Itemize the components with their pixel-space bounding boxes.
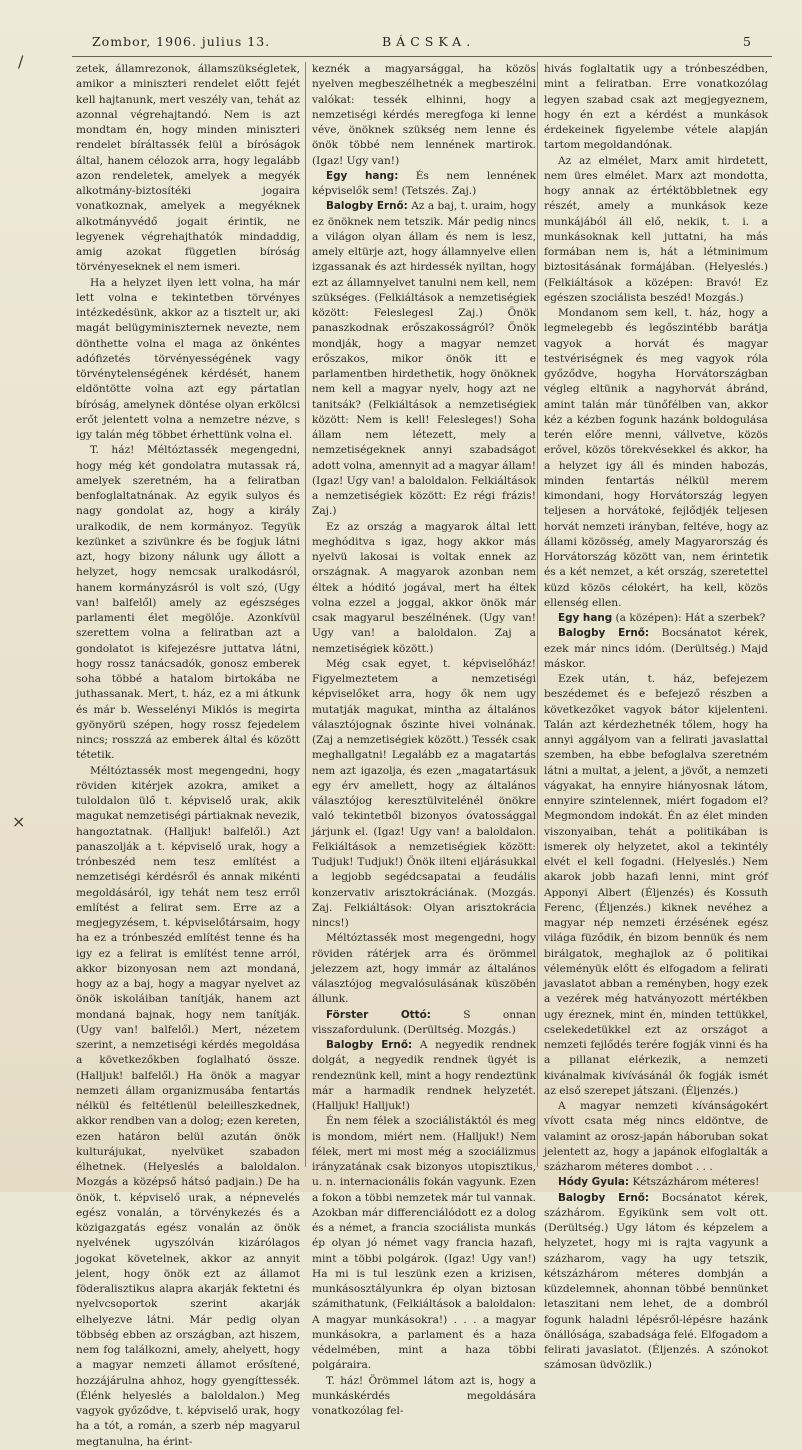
paragraph-text: Kétszázhárom méteres! — [629, 1176, 760, 1189]
paragraph-text: Méltóztassék most megengedni, hogy röviden kitérjek azokra, amiket a tuloldalon ülő t. képviselő urak, akik magukat nemzetiségi pártiaknak nevezik, hangoztatnak. (Halljuk! balfelől.) Azt panaszolják a t. képviselő urak, hogy a trónbeszéd nem tesz említést a nemzetiségi kérdésről és annak mikénti megoldásáról, igy tehát nem tesz erről említést a felirat sem. Erre az a megjegyzésem, t. képviselőtársaim, hogy ha ez a trónbeszéd említést tenne és ha igy ez a felirat is említést tenne arról, akkor bizonyosan nem azt mondaná, hogy az a baj, hogy a magyar nyelvet az önök iskoláiban tanítják, hanem azt mondaná bajnak, hogy nem tanítják. (Ugy van! balfelől.) Mert, nézetem szerint, a nemzetiségi kérdés megoldása a következőkben foglalható össze. (Halljuk! balfelől.) Ha önök a magyar nemzeti állam organizmusába fentartás nélkül és feltétlenül beleilleszkednek, akkor rendben van a dolog; ezen kereten, ezen határon belül azután önök kulturájukat, nyelvüket szabadon élhetnek. (Helyeslés a baloldalon. Mozgás a középső hátsó padjain.) De ha önök, t. képviselő urak, a népnevelés egész vonalán, a törvénykezés és a közigazgatás egész vonalán az önök nyelvének ugyszólván kizárólagos jogokat követelnek, akkor az annyit jelent, hogy önök ezt az államot föderalisztikus alapra akarják fektetni és nyelvcsoportok szerint akarják elhelyezve látni. Már pedig olyan többség ebben az országban, azt hiszem, nem fog találkozni, amely, ahelyett, hogy a magyar nemzeti államot erősítené, hozzájárulna ahhoz, hogy gyengíttessék. (Élénk helyeslés a baloldalon.) Meg vagyok győződve, t. képviselő urak, hogy ha a tót, a román, a szerb nép magyarul megtanulna, ha érint- — [76, 764, 301, 1448]
speaker-paragraph — [544, 611, 768, 626]
paragraph-text: Ha a helyzet ilyen lett volna, ha már lett volna e tekintetben törvényes intézkedésünk, akkor az a tisztelt ur, aki magát belügyminiszternek nevezte, nem dönthette volna el maga az önkéntes adófizetés törvényességének vagy törvénytelenségének kérdését, hanem eldöntötte volna azt egy pártatlan bíróság, amelynek döntése olyan erkölcsi erőt jelentett volna a nemzetre nézve, s igy talán még többet érhettünk volna el. — [76, 276, 300, 441]
text-column-3 — [544, 62, 768, 1372]
speaker-paragraph — [544, 1191, 768, 1374]
speaker-paragraph — [312, 199, 536, 519]
margin-mark: / — [18, 52, 24, 71]
speaker-paragraph — [312, 1008, 536, 1039]
paragraph-text: hivás foglaltatik ugy a trónbeszédben, mint a feliratban. Erre vonatkozólag legyen szabad csak azt megjegyeznem, hogy én ezt a kérdést a munkások érdekeinek figyelembe vétele alapján tartom megoldandónak. — [544, 63, 768, 152]
paragraph-text: Ez az ország a magyarok által lett meghóditva s igaz, hogy akkor más nyelvü lakosai is voltak ennek az országnak. A magyarok azonban nem éltek a hóditó jogával, mert ha éltek volna ezzel a joggal, akkor önök már csak magyarul beszélnének. (Ugy van! Ugy van! a baloldalon. Zaj a nemzetiségiek között.) — [312, 520, 536, 655]
speaker-name: Balogby Ernő: — [558, 1191, 650, 1204]
paragraph-text: Bocsánatot kérek, ezek már nincs idóm. (Derültség.) Majd máskor. — [544, 627, 768, 670]
paragraph — [76, 443, 300, 763]
speaker-name: Egy hang — [558, 612, 613, 624]
paragraph-text: T. ház! Örömmel látom azt is, hogy a munkáskérdés megoldására vonatkozólag fel- — [312, 1374, 536, 1417]
speaker-name: Egy hang: — [326, 169, 399, 182]
paragraph — [312, 657, 536, 932]
paragraph-text: (a középen): Hát a szerbek? — [612, 612, 766, 624]
paragraph — [76, 764, 300, 1450]
paragraph-text: Méltóztassék most megengedni, hogy röviden rátérjek arra és örömmel jelezzem azt, hogy immár az általános választójog megvalósulásának küszöbén állunk. — [312, 932, 536, 1006]
column-divider — [537, 62, 538, 1167]
paragraph — [312, 1374, 536, 1420]
speaker-name: Förster Ottó: — [326, 1008, 431, 1021]
paragraph-continued — [76, 62, 300, 276]
paragraph-text: Az az elmélet, Marx amit hirdetett, nem üres elmélet. Marx azt mondotta, hogy annak az értéktöbbletnek egy részét, amely a munkások keze munkájából áll elő, nekik, t. i. a munkásoknak kell juttatni, ha más formában nem is, hát a létminimum biztositásának formájában. (Helyeslés.) (Felkiáltások a középen: Bravó! Ez egészen szociálista beszéd! Mozgás.) — [544, 154, 768, 304]
paragraph-text: T. ház! Méltóztassék megengedni, hogy még két gondolatra mutassak rá, amelyek szeretném, ha a feliratban benfoglaltatnának. Az egyik sulyos és nagy gondolat az, hogy a király uralkodik, de nem kormányoz. Tegyük kezünket a szivünkre és be fogjuk látni azt, hogy bizony nálunk ugy állott a helyzet, hogy nemcsak uralkodásról, hanem kormányzásról is volt szó, (Ugy van! balfelől) amely az egészséges parlamenti élet megölője. Azonkívül szerettem volna a feliratban azt a gondolatot is kifejezésre juttatva látni, hogy rossz tanácsadók, gonosz emberek soha többé a hatalom birtokába ne juthassanak. Mert, t. ház, ez a mi átkunk és már b. Wesselényi Miklós is megirta gyönyörü szépen, hogy rossz fejedelem nincs; rosszzá az emberek által és között tétetik. — [76, 444, 300, 762]
paragraph-text: Ezek után, t. ház, befejezem beszédemet és e befejező részben a következőket vagyok bátor kijelenteni. Talán azt kérdezhetnék tőlem, hogy ha annyi aggályom van a felirati javaslattal szemben, ha ebbe befoglalva szeretném látni a multat, a jelent, a jövőt, a nemzeti vágyakat, ha ennyire hiányosnak látom, ennyire szintelennek, miért fogadom el? Megmondom indokát. Én az élet minden viszonyaiban, tehát a politikában is ismerek oly helyzetet, akol a tekintély elvét el kell fogadni. (Helyeslés.) Nem akarok jobb hazafi lenni, mint gróf Apponyi Albert (Éljenzés) és Kossuth Ferenc, (Éljenzés.) kiknek nevéhez a magyar nép nemzeti érzésének egész világa füződik, én bizom bennük és nem birálgatok, meghajlok az ő politikai véleményük előtt és elfogadom a felirati javaslatot abban a reményben, hogy ezek a vezérek még hatványozott mértékben ugy éreznek, mint én, minden tettükkel, cselekedetükkel ezt az országot a nemzeti fejlődés terére fogják vinni és ha a pillanat elérkezik, a nemzeti kivánalmak kivívásánál ők fogják ismét az első szerepet játszani. (Éljenzés.) — [544, 673, 768, 1097]
paragraph — [312, 520, 536, 657]
paragraph-continued — [544, 62, 768, 154]
paragraph-text: A negyedik rendnek dolgát, a negyedik rendnek ügyét is rendeznünk kell, mint a hogy rendeztünk már a harmadik rendnek helyzetét. (Halljuk! Halljuk!) — [312, 1039, 537, 1112]
paragraph-text: Bocsánatot kérek, százhárom. Egyikünk sem volt ott. (Derültség.) Ugy látom és képzelem a helyzetet, hogy mi is rajta vagyunk a százharom, vagy ha ugy tetszik, kétszázhárom méteres dombján a küzdelemnek, ahonnan többé bennünket letaszitani nem lehet, de a dombról fogunk haladni lépésről-lépésre hazánk önállósága, szabadsága felé. Elfogadom a felirati javaslatot. (Éljenzés. A szónokot számosan üdvözlik.) — [544, 1191, 768, 1372]
page-number: 5 — [743, 34, 752, 49]
paragraph — [312, 931, 536, 1007]
paragraph — [544, 154, 768, 307]
speaker-paragraph — [544, 1175, 768, 1190]
margin-mark: × — [12, 812, 26, 831]
paragraph-text: És nem lennének képviselők sem! (Tetszés. Zaj.) — [312, 169, 536, 197]
column-divider — [305, 62, 306, 1167]
paragraph-continued — [312, 62, 536, 169]
paragraph — [544, 306, 768, 611]
text-column-1 — [76, 62, 301, 1448]
speaker-name: Balogby Ernő: — [326, 1039, 413, 1051]
speaker-paragraph — [312, 1038, 536, 1114]
paragraph-text: zetek, államrezonok, államszükségletek, amikor a miniszteri rendelet előtt fejét kell hajtanunk, mert veszély van, tehát az azonnal végrehajtandó. Nem is azt mondtam én, hogy minden miniszteri rendelet bíráltassék felül a bíróságok által, hanem célozok arra, hogy legalább azon rendeletek, amelyek a megyék alkotmány-biztosítéki jogaira vonatkoznak, amelyek a megyéknek alkotmányvédő jogait érintik, ne legyenek végrehajthatók mindaddig, amig azokat független bíróság törvényeseknek el nem ismeri. — [76, 63, 300, 274]
header-title: BÁCSKA. — [382, 34, 476, 49]
paragraph — [76, 276, 300, 444]
paragraph — [312, 1114, 536, 1373]
speaker-paragraph — [544, 626, 768, 672]
paragraph-text: keznék a magyarsággal, ha közös nyelven megbeszélhetnék a megbeszélni valókat: tessék elhinni, hogy a nemzetiségi kérdés meregfoga ki lenne véve, önöknek szükség nem lenne és önök többé nem lennének martirok. (Igaz! Ugy van!) — [312, 63, 536, 167]
speaker-name: Balogby Ernő: — [558, 627, 650, 640]
paragraph-text: A magyar nemzeti kívánságokért vívott csata még nincs eldöntve, de valamint az orosz-japán háboruban sokat jelentett az, hogy a japánok elfoglalták a százharom méteres dombot . . . — [544, 1100, 768, 1173]
header-rule — [72, 56, 772, 57]
paragraph-text: S onnan visszafordulunk. (Derültség. Mozgás.) — [312, 1008, 536, 1036]
text-column-2 — [312, 62, 537, 1417]
speaker-name: Balogby Ernő: — [326, 200, 408, 213]
paragraph — [544, 1099, 768, 1175]
paragraph-text: Én nem félek a szociálistáktól és meg is mondom, miért nem. (Halljuk!) Nem félek, mert mi most még a szociálizmus irányzatának csak bizonyos utopisztikus, u. n. internacionális fokán vagyunk. Ezen a fokon a többi nemzetek már tul vannak. Azokban már differenciálódott ez a dolog és a német, a francia szociálista munkás ép olyan jó német vagy francia hazafi, mint a többi polgárok. (Igaz! Ugy van!) Ha mi is tul leszünk ezen a krizisen, munkásosztályunkra ép olyan biztosan számithatunk, (Felkiáltások a baloldalon: A magyar munkásokra!) . . . a magyar munkásokra, a parlament és a haza védelmében, mint a haza többi polgáraira. — [312, 1115, 536, 1372]
page-header — [92, 34, 752, 54]
paragraph — [544, 672, 768, 1099]
paragraph-text: Mondanom sem kell, t. ház, hogy a legmelegebb és legőszintébb barátja vagyok a horvát és magyar testvériségnek és meg vagyok róla győződve, hogyha Horvátországban végleg eltünik a nagyhorvát ábránd, amint talán már tünőfélben van, akkor kéz a kézben fogunk hazánk boldogulása terén előre menni, vállvetve, közös erővel, közös törekvésekkel és akkor, ha a helyzet igy áll és minden habozás, minden fentartás nélkül merem kimondani, hogy Horvátország legyen teljesen a horvátoké, fejlődjék teljesen horvát nemzeti irányban, feltéve, hogy az állami közösség, amely Magyarország és Horvátország között van, nem érintetik és a két nemzet, a két ország, szeretettel küzd közös célokért, ha kell, közös ellenség ellen. — [544, 307, 768, 609]
paragraph-text: Az a baj, t. uraim, hogy ez önöknek nem tetszik. Már pedig nincs a világon olyan állam és nem is lesz, amely eltürje azt, hogy államnyelve ellen izgassanak és azt hirdessék nyiltan, hogy ezt az államnyelvet tanulni nem kell, nem szükséges. (Felkiáltások a nemzetiségiek között: Feleslegesl Zaj.) Önök panaszkodnak erőszakosságról? Önök mondják, hogy a magyar nemzet erőszakos, mikor önök itt e parlamentben hirdethetik, hogy önöknek nem kell a magyar nyelv, hogy azt ne tanitsák? (Felkiáltások a nemzetiségiek között: Nem is kell! Felesleges!) Soha állam nem létezett, mely a nemzetiségeknek annyi szabadságot adott volna, amennyit ad a magyar állam! (Igaz! Ugy van! a baloldalon. Felkiáltások a nemzetiségiek között: Ez régi frázis! Zaj.) — [312, 200, 536, 518]
speaker-name: Hódy Gyula: — [558, 1176, 630, 1189]
paragraph-text: Még csak egyet, t. képviselőház! Figyelmeztetem a nemzetiségi képviselőket arra, hogy ők nem ugy mutatják magukat, mintha az általános választójognak őszinte hivei volnának. (Zaj a nemzetiségiek között.) Tessék csak meghallgatni! Legalább ez a magatartás nem azt igazolja, és ezen „magatartásuk egy érv amellett, hogy az általános választójog keresztülvitelénél önökre való tekintetből bizonyos óvatossággal járjunk el. (Igaz! Ugy van! a baloldalon. Felkiáltások a nemzetiségiek között: Tudjuk! Tudjuk!) Önök ilteni eljárásukkal a legjobb segédcsapatai a feudális konzervativ arisztokráciának. (Mozgás. Zaj. Felkiáltások: Olyan arisztokrácia nincs!) — [312, 657, 536, 929]
speaker-paragraph — [312, 169, 536, 200]
header-date: Zombor, 1906. julius 13. — [92, 34, 271, 49]
